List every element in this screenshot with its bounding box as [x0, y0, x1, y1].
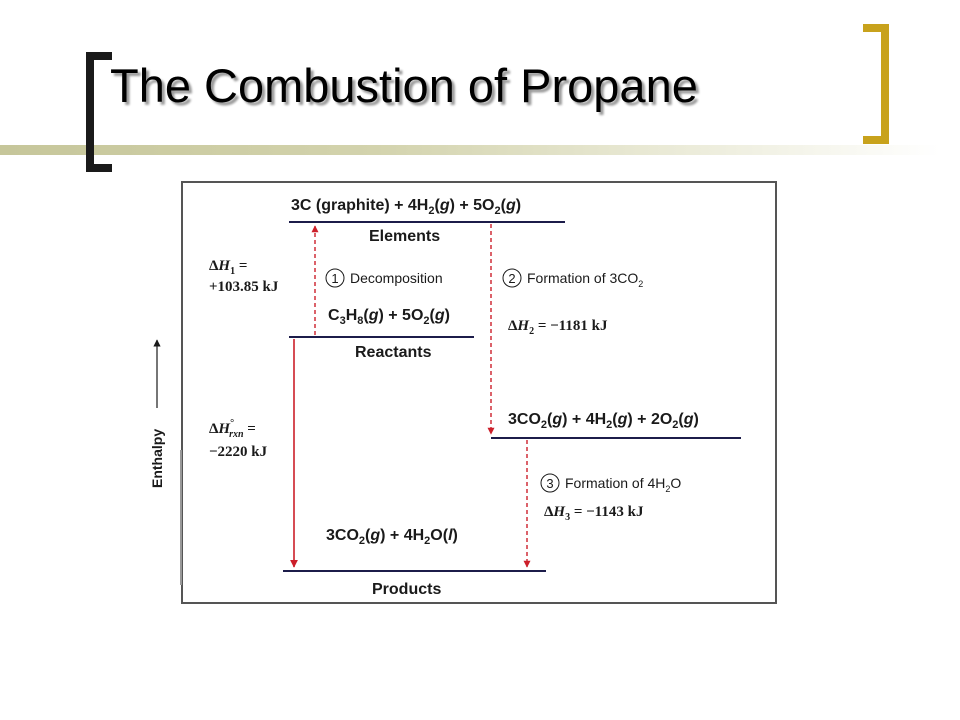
enthalpy-axis-label: Enthalpy [149, 428, 165, 488]
delta-h-rxn-value: −2220 kJ [209, 444, 268, 460]
slide-title: The Combustion of Propane [110, 59, 698, 112]
step1-number: 1 [331, 271, 339, 286]
reactants-formula: $C_3H_8(g) + 5O_2(g)$ [328, 307, 450, 327]
delta-h1-value: +103.85 kJ [209, 279, 279, 295]
products-formula: $3CO_2(g) + 4H_2O(l)$ [326, 527, 458, 547]
elements-formula: 3C (graphite) + $4H_2(g) + 5O_2(g)$ [291, 197, 522, 217]
step2-number: 2 [508, 271, 516, 286]
step3-number: 3 [546, 476, 554, 491]
delta-h1-label: $\Delta H_1$ = [209, 258, 248, 277]
step1-label: Decomposition [350, 270, 443, 286]
delta-h2-value: $\Delta H_2 = -1181$ kJ [508, 318, 608, 337]
step3-label: Formation of $4H_2O$ [565, 475, 682, 494]
reactants-label: Reactants [355, 344, 432, 361]
intermediate-formula: $3CO_2(g) + 4H_2(g) + 2O_2(g)$ [508, 411, 699, 431]
elements-label: Elements [369, 228, 441, 245]
step2-label: Formation of $3CO_2$ [527, 270, 644, 289]
delta-h3-value: $\Delta H_3 = -1143$ kJ [544, 504, 644, 523]
delta-h-rxn-label: ΔH° rxn = [209, 418, 256, 440]
products-label: Products [372, 581, 442, 598]
